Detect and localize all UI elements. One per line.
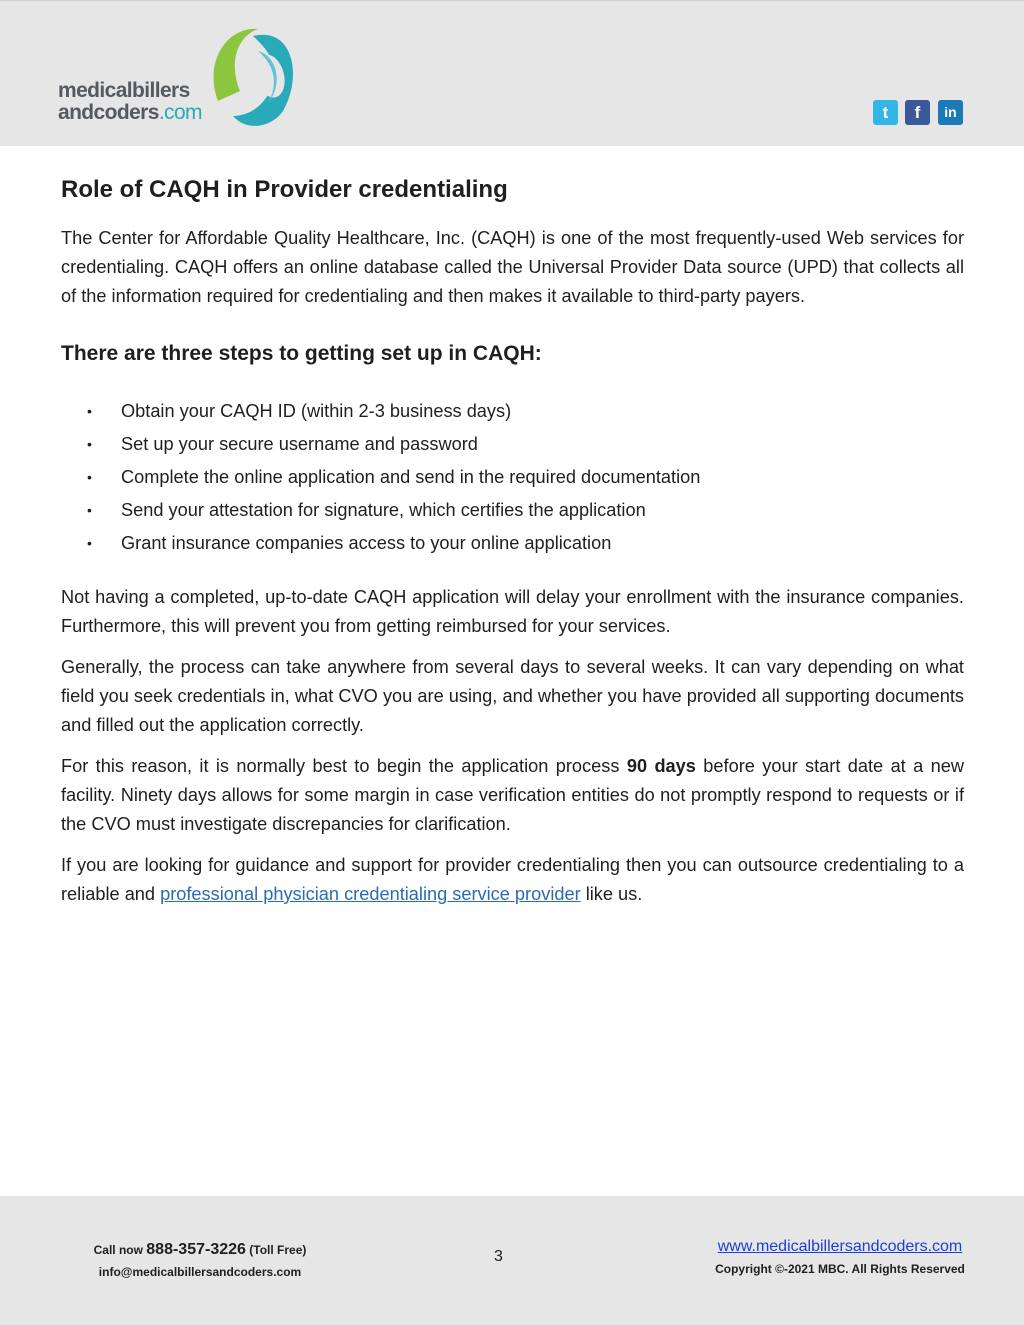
toll-free-label: (Toll Free) [245, 1243, 307, 1257]
delay-paragraph: Not having a completed, up-to-date CAQH application will delay your enrollment with the insurance companies. Furthermore, this will prevent you from getting reimbursed for your services. [61, 587, 964, 636]
list-item: • Send your attestation for signature, which certifies the application [61, 494, 964, 527]
main-content [61, 170, 964, 909]
company-logo[interactable] [58, 21, 298, 133]
logo-text-line2 [58, 101, 202, 125]
copyright-text: Copyright ©-2021 MBC. All Rights Reserved [715, 1262, 965, 1276]
page-title: Role of CAQH in Provider credentialing [61, 176, 508, 203]
footer-website-block [690, 1236, 990, 1280]
logo-mark-icon [198, 21, 298, 131]
intro-paragraph: The Center for Affordable Quality Healthcare, Inc. (CAQH) is one of the most frequently-used Web services for credentialing. CAQH offers an online database called the Universal Provider Data source (UPD) that collects all of the information required for credentialing and then makes it available to third-party payers. [61, 228, 964, 306]
twitter-icon[interactable]: t [873, 100, 898, 125]
logo-text-main: andcoders [58, 101, 159, 124]
list-item: • Set up your secure username and password [61, 428, 964, 461]
para4-text-end: before your start date at a new facility. Ninety days allows for some margin in case verification entities do not promptly respond to requests or if the CVO must investigate discrepancies for clarification. [61, 756, 964, 834]
list-item: • Obtain your CAQH ID (within 2-3 business days) [61, 395, 964, 428]
phone-number[interactable]: 888-357-3226 [146, 1241, 246, 1258]
footer-call-line [60, 1239, 340, 1261]
call-label: Call now [93, 1243, 147, 1257]
para5-text-end: like us. [580, 884, 643, 904]
page-header [0, 0, 1024, 146]
timeline-paragraph: Generally, the process can take anywhere from several days to several weeks. It can vary depending on what field you seek credentials in, what CVO you are using, and whether you have provided all supporting documents and filled out the application correctly. [61, 657, 964, 735]
website-link[interactable]: www.medicalbillersandcoders.com [717, 1238, 963, 1255]
para5-text-start: If you are looking for guidance and support for provider credentialing then you can outsource credentialing to a reliable and [61, 855, 964, 904]
logo-text-line1: medicalbillers [58, 79, 190, 102]
list-item: • Complete the online application and send in the required documentation [61, 461, 964, 494]
steps-heading: There are three steps to getting set up in CAQH: [61, 342, 542, 365]
footer-contact [60, 1239, 340, 1283]
steps-list [61, 395, 964, 560]
para4-text-start: For this reason, it is normally best to begin the application process [61, 756, 627, 776]
ninety-days-emphasis: 90 days [626, 756, 696, 776]
page-footer [0, 1196, 1024, 1325]
outsource-paragraph [61, 851, 964, 909]
ninety-days-paragraph [61, 752, 964, 839]
logo-text-suffix: .com [158, 101, 202, 124]
linkedin-icon[interactable]: in [938, 100, 963, 125]
list-item: • Grant insurance companies access to your online application [61, 527, 964, 560]
credentialing-service-link[interactable]: professional physician credentialing service provider [160, 884, 581, 904]
page-number: 3 [494, 1248, 503, 1265]
facebook-icon[interactable]: f [905, 100, 930, 125]
footer-email[interactable]: info@medicalbillersandcoders.com [98, 1265, 302, 1279]
